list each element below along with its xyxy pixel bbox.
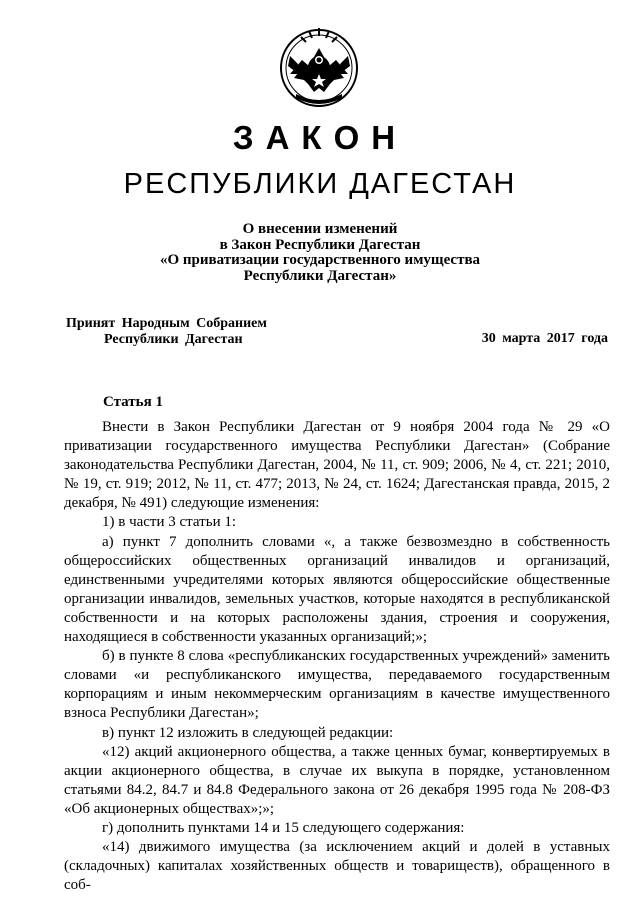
article-heading: Статья 1 [103,394,163,410]
coat-of-arms-icon [276,22,362,110]
article-body [64,418,610,895]
subtitle-line: «О приватизации государственного имущества [159,252,481,268]
adoption-statement [66,316,267,347]
subtitle-line: Республики Дагестан» [243,267,397,284]
adoption-line: Республики Дагестан [104,331,243,347]
paragraph: б) в пункте 8 слова «республиканских государственных учреждений» заменить словами «и республиканского имущества, передаваемого государственным корпорациям и иным некоммерческим организациям в качестве имущественного взноса Республики Дагестан»; [64,648,610,722]
subtitle-line: в Закон Республики Дагестан [219,236,421,253]
paragraph: «14) движимого имущества (за исключением акций и долей в уставных (складочных) капиталах хозяйственных обществ и товариществ), обращенного в соб- [64,839,610,894]
subtitle-line: О внесении изменений [242,221,398,237]
paragraph: Внести в Закон Республики Дагестан от 9 ноября 2004 года № 29 «О приватизации государственного имущества Республики Дагестан» (Собрание законодательства Республики Дагестан, 2004, № 11, ст. 909; 2006, № 4, ст. 221; 2010, № 19, ст. 919; 2012, № 11, ст. 477; 2013, № 24, ст. 1624; Дагестанская правда, 2015, 2 декабря, № 491) следующие изменения: [64,419,610,512]
law-subtitle [0,222,640,284]
paragraph: а) пункт 7 дополнить словами «, а также безвозмездно в собственность общероссийских общественных организаций инвалидов и организаций, единственными учредителями которых являются общероссийские общественные организации инвалидов, земельных участков, которые находятся в республиканской собственности и на которых расположены здания, строения и сооружения, находящиеся в собственности указанных организаций;»; [64,533,610,646]
law-title: ЗАКОН [232,119,408,156]
paragraph: в) пункт 12 изложить в следующей редакции: [102,724,394,741]
adoption-date: 30 марта 2017 года [481,331,608,346]
paragraph: «12) акций акционерного общества, а также ценных бумаг, конвертируемых в акции акционерного общества, в случае их выкупа в порядке, установленном статьями 84.2, 84.7 и 84.8 Федерального закона от 26 декабря 1995 года № 208-ФЗ «Об акционерных обществах»;»; [64,743,610,817]
republic-name: РЕСПУБЛИКИ ДАГЕСТАН [123,168,517,200]
paragraph: 1) в части 3 статьи 1: [102,514,237,531]
adoption-line: Принят Народным Собранием [66,316,267,331]
paragraph: г) дополнить пунктами 14 и 15 следующего содержания: [102,819,465,836]
